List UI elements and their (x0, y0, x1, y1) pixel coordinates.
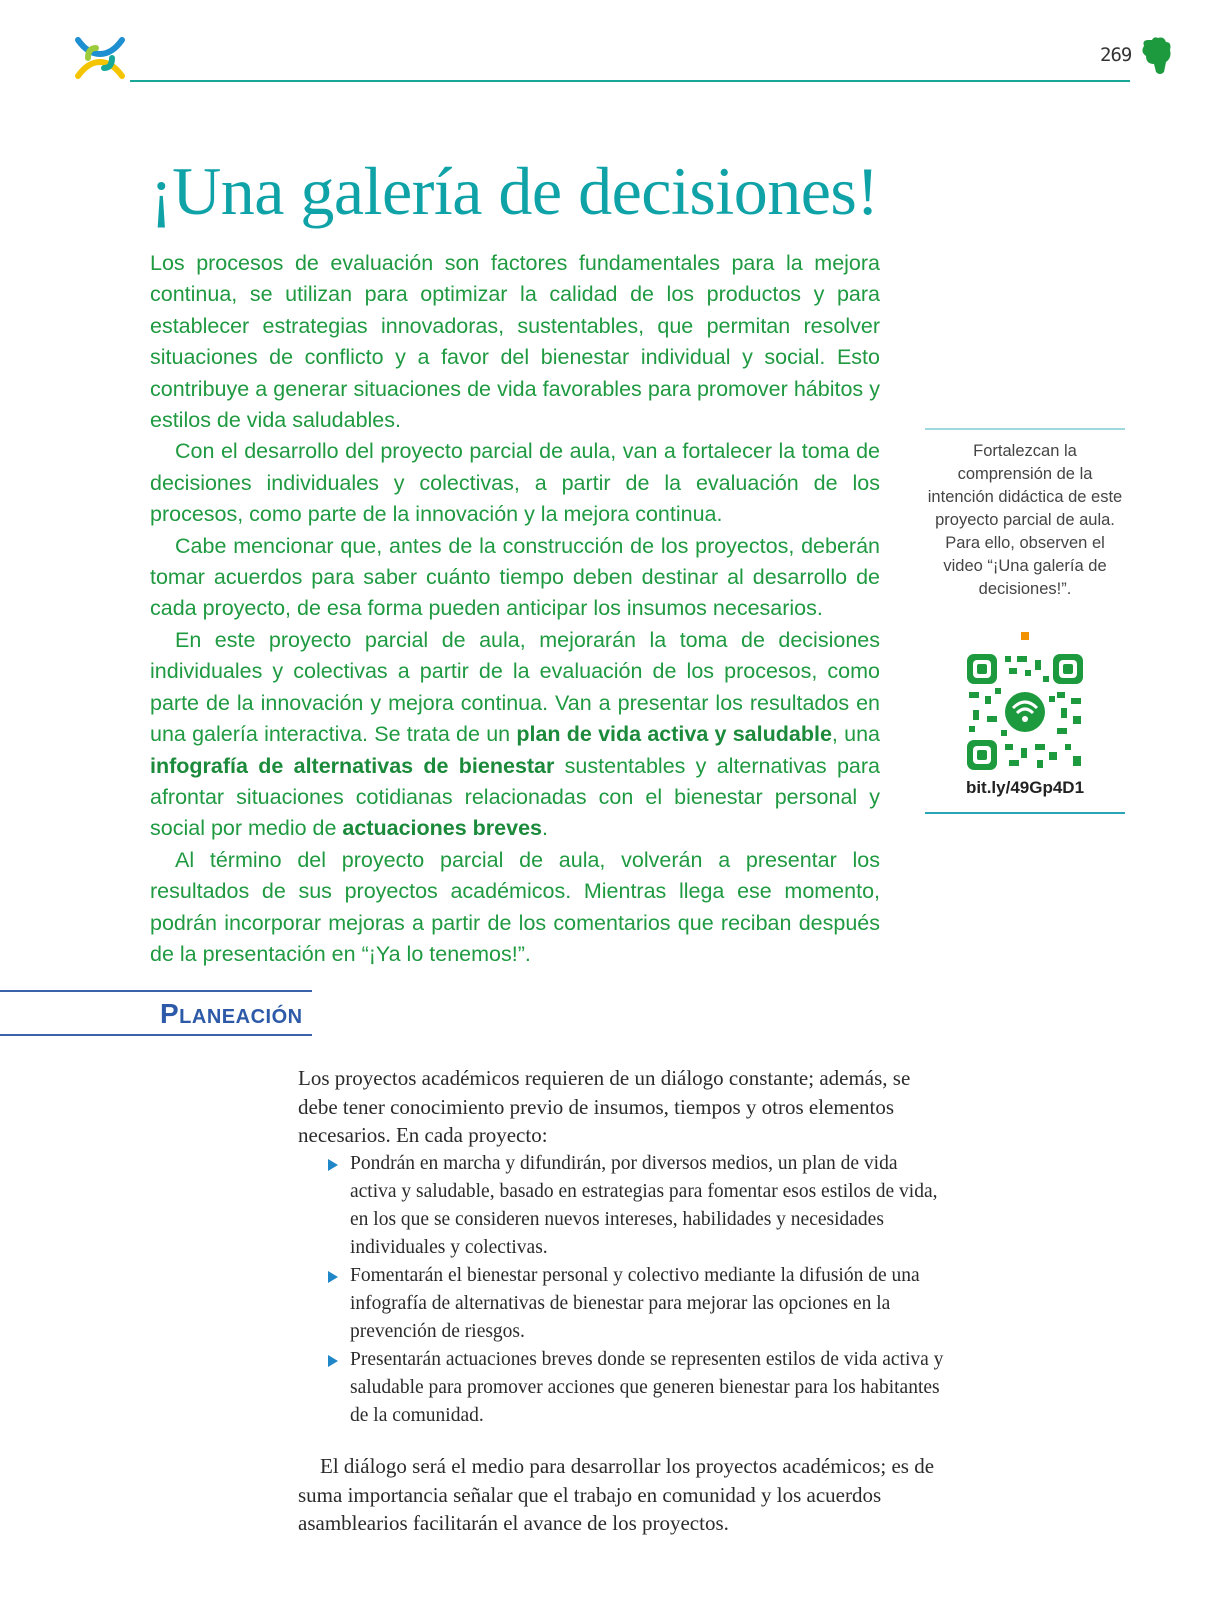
triangle-bullet-icon (328, 1355, 338, 1367)
section-rule-top (0, 990, 312, 992)
sidebar-text: Fortalezcan la comprensión de la intención didáctica de este proyecto parcial de aula. Para ello, observen el video “¡Una galería de decisiones!”. (927, 442, 1123, 598)
page-title: ¡Una galería de decisiones! (150, 153, 879, 229)
intro-text (150, 248, 880, 970)
header-rule (130, 80, 1130, 82)
list-item: Fomentarán el bienestar personal y colectivo mediante la difusión de una infografía de alternativas de bienestar para mejorar las opciones en la prevención de riesgos. (350, 1262, 948, 1346)
bold-term: plan de vida activa y saludable (516, 722, 832, 747)
closing-paragraph: El diálogo será el medio para desarrollar los proyectos académicos; es de suma importancia señalar que el trabajo en comunidad y los acuerdos asamblearios facilitarán el avance de los proyectos. (298, 1454, 935, 1535)
green-hand-icon (1138, 36, 1174, 76)
list-item: Pondrán en marcha y difundirán, por diversos medios, un plan de vida activa y saludable, basado en estrategias para fomentar esos estilos de vida, en los que se consideren nuevos intereses, habilidades y necesidades individuales y colectivas. (350, 1150, 948, 1262)
bold-term: actuaciones breves (342, 816, 543, 841)
page-number: 269 (1100, 44, 1132, 66)
list-item: Presentarán actuaciones breves donde se representen estilos de vida activa y saludable para promover acciones que generen bienestar para los habitantes de la comunidad. (350, 1346, 948, 1430)
section-rule-bottom (0, 1034, 312, 1036)
video-sidebar (925, 428, 1125, 814)
intro-paragraph: Con el desarrollo del proyecto parcial de aula, van a fortalecer la toma de decisiones individuales y colectivas, a partir de la evaluación de los procesos, como parte de la innovación y la mejora continua. (150, 439, 880, 527)
accent-dot (1021, 632, 1029, 640)
qr-code-icon[interactable] (965, 652, 1085, 772)
intro-paragraph: En este proyecto parcial de aula, mejorarán la toma de decisiones individuales y colectivas a partir de la evaluación de los procesos, como parte de la innovación y mejora continua. Van a presentar los resultados en una galería interactiva. Se trata de un plan de vida activa y saludable, una infografía de alternativas de bienestar sustentables y alternativas para afrontar situaciones cotidianas relacionadas con el bienestar personal y social por medio de actuaciones breves. (150, 627, 880, 841)
video-link[interactable]: bit.ly/49Gp4D1 (965, 778, 1085, 797)
intro-paragraph: Al término del proyecto parcial de aula, volverán a presentar los resultados de sus proyectos académicos. Mientras llega ese momento, podrán incorporar mejoras a partir de los comentarios que reciban después de la presentación en “¡Ya lo tenemos!”. (150, 847, 880, 966)
closing-text (298, 1452, 948, 1538)
interlocking-rings-logo (72, 30, 128, 86)
triangle-bullet-icon (328, 1159, 338, 1171)
intro-paragraph: Los procesos de evaluación son factores fundamentales para la mejora continua, se utilizan para optimizar la calidad de los productos y para establecer estrategias innovadoras, sustentables, que permitan resolver situaciones de conflicto y a favor del bienestar individual y social. Esto contribuye a generar situaciones de vida favorables para promover hábitos y estilos de vida saludables. (150, 251, 880, 433)
planning-text (298, 1064, 948, 1430)
triangle-bullet-icon (328, 1271, 338, 1283)
planning-intro: Los proyectos académicos requieren de un diálogo constante; además, se debe tener conocimiento previo de insumos, tiempos y otros elementos necesarios. En cada proyecto: (298, 1066, 911, 1147)
planning-list (298, 1150, 948, 1430)
bold-term: infografía de alternativas de bienestar (150, 753, 555, 778)
section-title: Planeación (160, 998, 303, 1029)
intro-paragraph: Cabe mencionar que, antes de la construcción de los proyectos, deberán tomar acuerdos para saber cuánto tiempo deben destinar al desarrollo de cada proyecto, de esa forma pueden anticipar los insumos necesarios. (150, 533, 880, 621)
